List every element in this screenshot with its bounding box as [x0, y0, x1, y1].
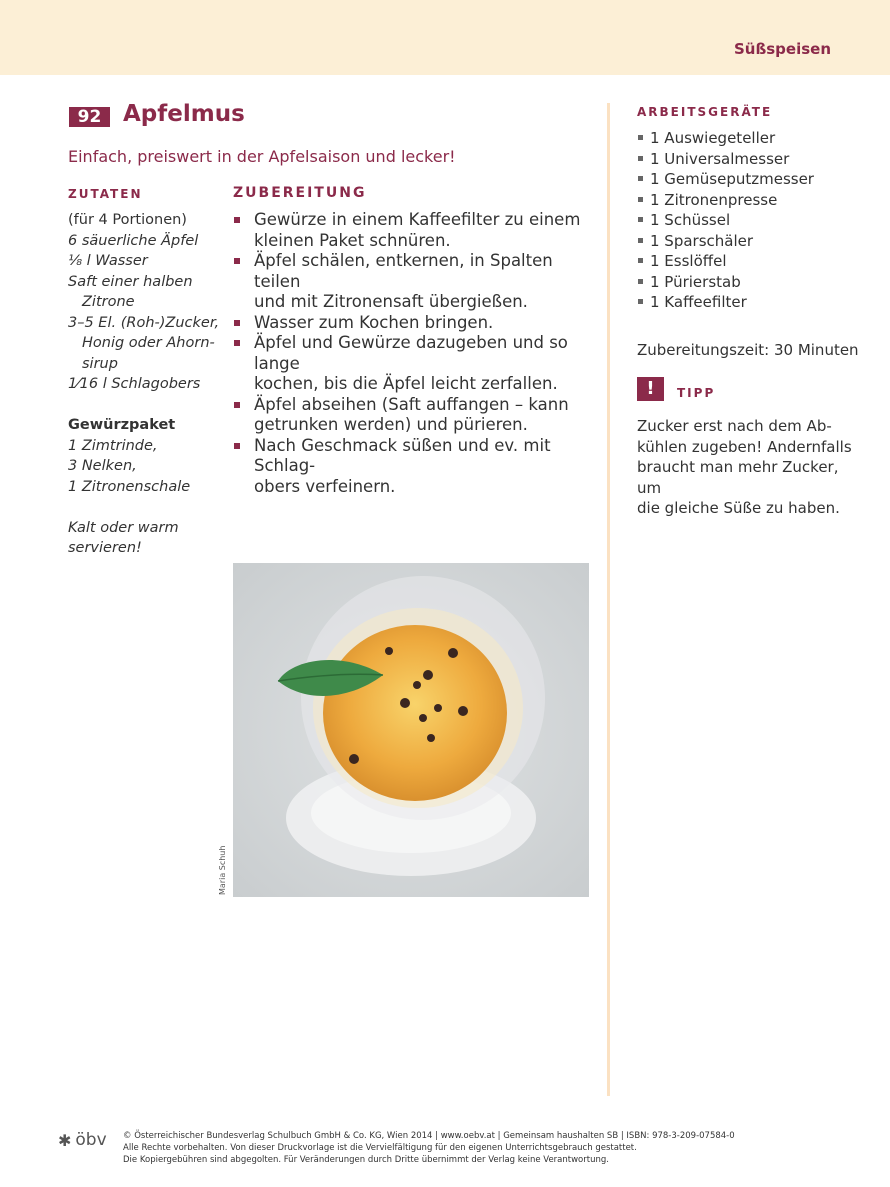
photo-credit: Maria Schuh [218, 845, 227, 895]
section-label: Süßspeisen [733, 40, 831, 58]
ingredient-item: ⅛ l Wasser [68, 253, 148, 269]
spice-item: 3 Nelken, [68, 458, 137, 474]
tool-item: 1 Universalmesser [637, 149, 814, 170]
tool-item: 1 Schüssel [637, 210, 814, 231]
exclamation-icon: ! [637, 377, 664, 401]
asterisk-icon: ✱ [58, 1130, 72, 1150]
ingredient-item: 6 säuerliche Äpfel [68, 232, 199, 249]
portions: (für 4 Portionen) [68, 212, 187, 228]
spice-item: 1 Zitronenschale [68, 478, 191, 495]
ingredients-list [68, 210, 228, 559]
publisher-logo [58, 1130, 107, 1150]
ingredient-item: Zitrone [82, 294, 135, 310]
ingredient-item: 3–5 El. (Roh-)Zucker, [68, 314, 220, 331]
recipe-number: 92 [69, 107, 110, 127]
step-item: Gewürze in einem Kaffeefilter zu einem kleinen Paket schnüren. [233, 210, 593, 251]
tip-text: Zucker erst nach dem Ab- kühlen zugeben! Andernfalls braucht man mehr Zucker, um die gleiche Süße zu haben. [637, 417, 852, 517]
tool-item: 1 Auswiegeteller [637, 128, 814, 149]
recipe-title: Apfelmus [123, 101, 245, 127]
tool-item: 1 Esslöffel [637, 251, 814, 272]
column-divider [607, 103, 610, 1096]
tip-heading: TIPP [677, 386, 716, 400]
step-item: Äpfel abseihen (Saft auffangen – kann getrunken werden) und pürieren. [233, 395, 593, 436]
recipe-subtitle: Einfach, preiswert in der Apfelsaison und lecker! [68, 147, 456, 166]
tool-item: 1 Gemüseputzmesser [637, 169, 814, 190]
ingredient-item: Honig oder Ahorn- [82, 335, 215, 351]
ingredient-item: sirup [82, 355, 118, 372]
serve-note: servieren! [68, 540, 142, 556]
tool-item: 1 Zitronenpresse [637, 190, 814, 211]
tool-item: 1 Pürierstab [637, 272, 814, 293]
tools-heading: ARBEITSGERÄTE [637, 105, 773, 119]
tool-item: 1 Kaffeefilter [637, 292, 814, 313]
tool-item: 1 Sparschäler [637, 231, 814, 252]
step-item: Äpfel und Gewürze dazugeben und so lange kochen, bis die Äpfel leicht zerfallen. [233, 333, 593, 395]
step-item: Äpfel schälen, entkernen, in Spalten teilen und mit Zitronensaft übergießen. [233, 251, 593, 313]
serve-note: Kalt oder warm [68, 519, 179, 536]
spice-item: 1 Zimtrinde, [68, 437, 158, 454]
logo-text: öbv [75, 1130, 107, 1150]
prep-time: Zubereitungszeit: 30 Minuten [637, 341, 859, 359]
spice-heading: Gewürzpaket [68, 417, 176, 433]
footer-legal: © Österreichischer Bundesverlag Schulbuch GmbH & Co. KG, Wien 2014 | www.oebv.at | Gemeinsam haushalten SB | ISBN: 978-3-209-07584-0 Alle Rechte vorbehalten. Von dieser Druckvorlage ist die Vervielfältigung für den eigenen Unterrichtsgebrauch gestattet. Die Kopiergebühren sind abgegolten. Für Veränderungen durch Dritte übernimmt der Verlag keine Verantwortung. [123, 1131, 735, 1165]
tools-list [637, 128, 814, 313]
step-item: Nach Geschmack süßen und ev. mit Schlag- obers verfeinern. [233, 436, 593, 498]
preparation-steps [233, 210, 593, 497]
step-item: Wasser zum Kochen bringen. [233, 313, 593, 334]
ingredient-item: Saft einer halben [68, 273, 193, 290]
ingredients-heading: ZUTATEN [68, 187, 143, 201]
preparation-heading: ZUBEREITUNG [233, 185, 367, 201]
header-band [0, 0, 890, 75]
ingredient-item: 1⁄16 l Schlagobers [68, 376, 201, 392]
dessert-photo [233, 563, 589, 897]
